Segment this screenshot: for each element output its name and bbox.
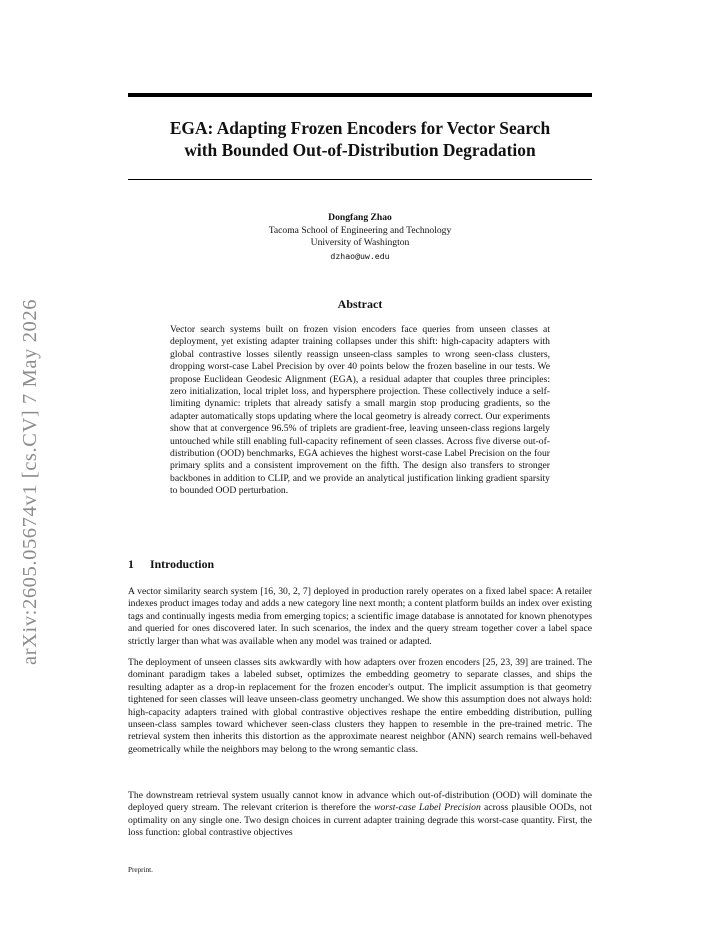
- author-name: Dongfang Zhao: [328, 212, 392, 223]
- title-bottom-rule: [128, 179, 592, 180]
- author-affiliation-2: University of Washington: [310, 237, 410, 248]
- section-title: Introduction: [150, 557, 215, 571]
- intro-paragraph-3-end: across plausible OODs, not optimality on any single one. Two design choices in current adapter training degrade this worst-case quantity. First, the loss function: global contrastive objectives: [128, 802, 592, 839]
- section-heading-introduction: [128, 557, 214, 572]
- intro-paragraph-3-start: The downstream retrieval system usually cannot know in advance which out-of-distribution (OOD) will dominate the deployed query stream. The relevant criterion is therefore the: [128, 790, 592, 814]
- author-block: [128, 212, 592, 262]
- abstract-text: Vector search systems built on frozen vision encoders face queries from unseen classes at deployment, yet existing adapter training collapses under this shift: high-capacity adapters with global contrastive losses silently reassign unseen-class samples to wrong seen-class clusters, dropping worst-case Label Precision by over 40 points below the frozen baseline in our tests. We propose Euclidean Geodesic Alignment (EGA), a residual adapter that couples three principles: zero initialization, local triplet loss, and hypersphere projection. These collectively induce a self-limiting dynamic: triplets that already satisfy a small margin stop producing gradients, so the adapter automatically stops updating where the local geometry is already correct. Our experiments show that at convergence 96.5% of triplets are gradient-free, leaving unseen-class regions largely untouched while still enabling full-capacity refinement of seen classes. Across five diverse out-of-distribution (OOD) benchmarks, EGA achieves the highest worst-case Label Precision on the four primary splits and a consistent improvement on the fifth. The design also transfers to stronger backbones in addition to CLIP, and we provide an analytical justification linking gradient sparsity to bounded OOD perturbation.: [170, 324, 550, 497]
- paper-title-line-1: EGA: Adapting Frozen Encoders for Vector Search: [169, 118, 551, 138]
- author-affiliation-1: Tacoma School of Engineering and Technology: [268, 224, 452, 236]
- section-number: 1: [128, 557, 134, 571]
- title-top-rule: [128, 93, 592, 97]
- paper-title-line-2: with Bounded Out-of-Distribution Degradation: [184, 140, 536, 160]
- arxiv-identifier: arXiv:2605.05674v1 [cs.CV] 7 May 2026: [19, 298, 41, 665]
- intro-paragraph-2: The deployment of unseen classes sits awkwardly with how adapters over frozen encoders [25, 23, 39] are trained. The dominant paradigm takes a labeled subset, optimizes the embedding geometry to separate classes, and ships the resulting adapter as a drop-in replacement for the frozen encoder's output. The implicit assumption is that geometry tightened for seen classes will leave unseen-class geometry unchanged. We show this assumption does not always hold: high-capacity adapters trained with global contrastive objectives reshape the entire embedding distribution, pulling unseen-class samples toward whichever seen-class clusters they happen to resemble in the pre-trained metric. The retrieval system then inherits this distortion as the approximate nearest neighbor (ANN) search remains well-behaved geometrically while the neighbors may belong to the wrong semantic class.: [128, 657, 592, 755]
- intro-paragraph-3: [128, 790, 592, 840]
- abstract-heading: Abstract: [337, 297, 383, 311]
- intro-paragraph-1: A vector similarity search system [16, 30, 2, 7] deployed in production rarely operates on a fixed label space: A retailer indexes product images today and adds a new category line next month; a content platform builds an index over existing tags and continually ingests media from emerging topics; a scientific image database is annotated for known phenotypes and queried for ones discovered later. In such scenarios, the index and the query stream together cover a label space strictly larger than what was available when any model was trained or adapted.: [128, 586, 592, 647]
- intro-paragraph-3-emphasis: worst-case Label Precision: [374, 802, 481, 814]
- author-email[interactable]: dzhao@uw.edu: [330, 250, 390, 261]
- preprint-footer: Preprint.: [128, 866, 153, 874]
- paper-title: [128, 117, 592, 161]
